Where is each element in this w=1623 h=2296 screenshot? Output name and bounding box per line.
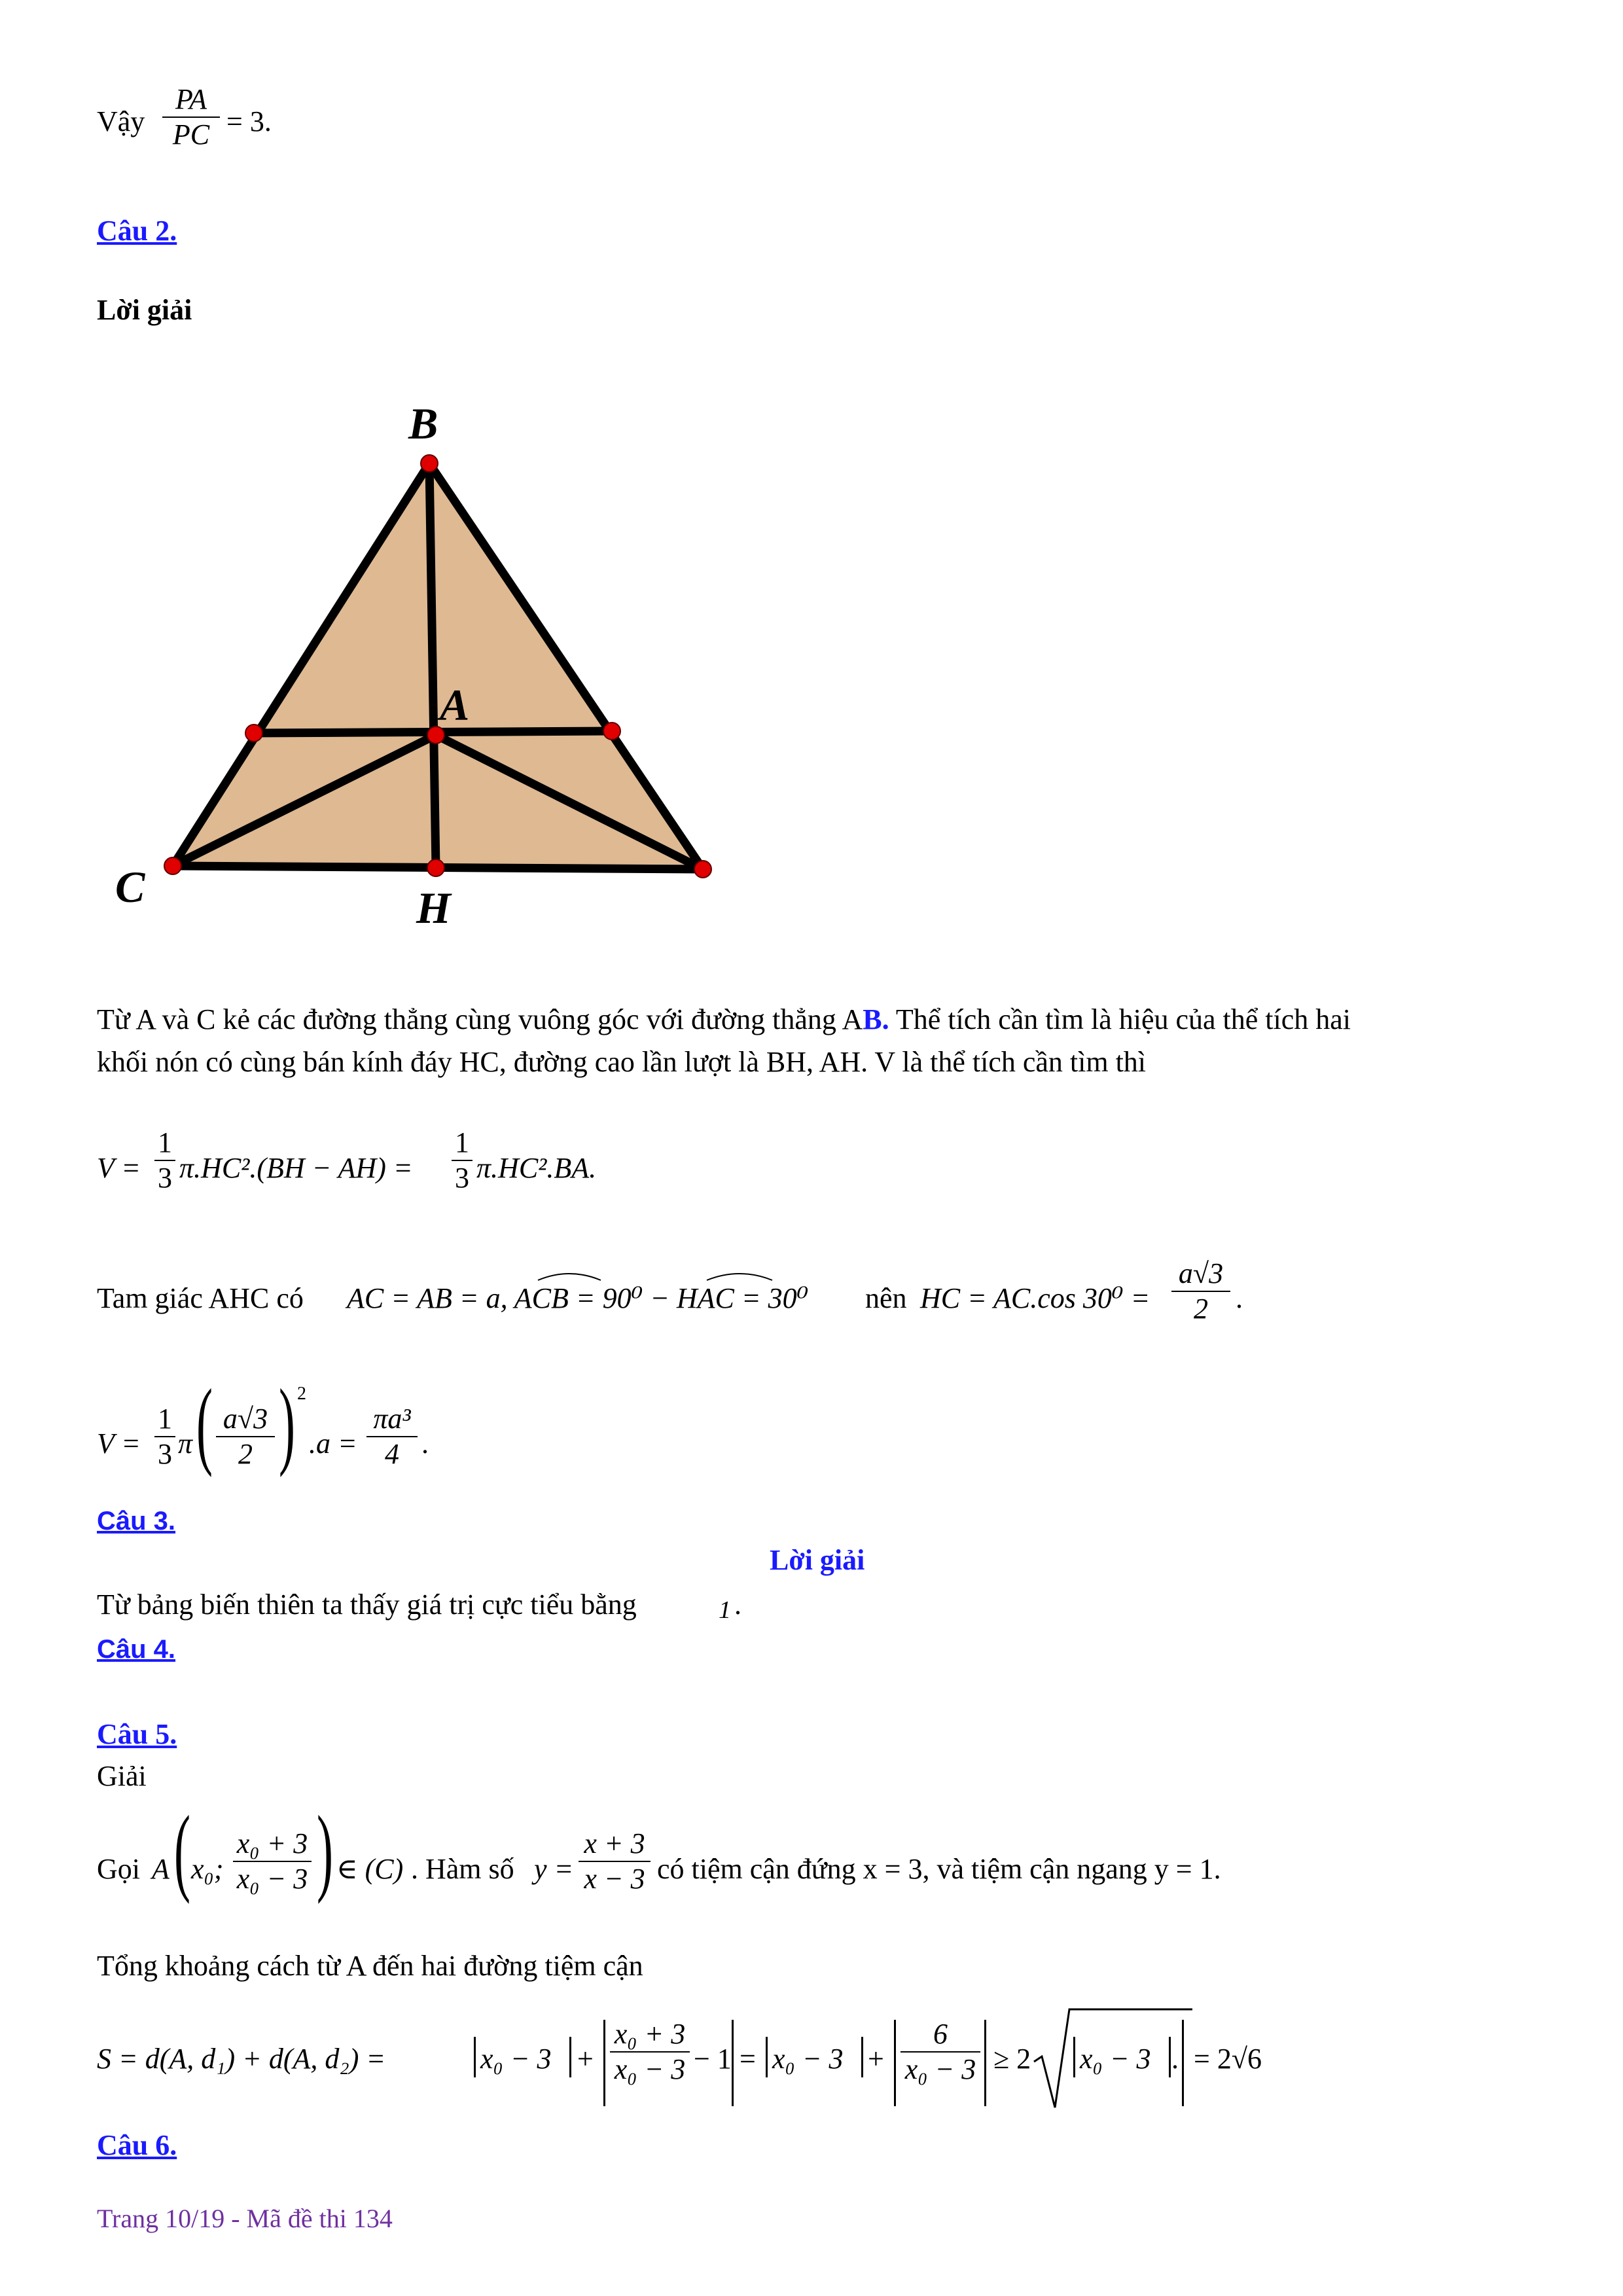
- dot: .: [1171, 2043, 1179, 2075]
- s-abs1: x₀ − 3: [480, 2043, 552, 2075]
- q3-solution-title: Lời giải: [770, 1544, 865, 1576]
- tri-text: Tam giác AHC có: [97, 1282, 304, 1314]
- frac-den: 3: [158, 1438, 172, 1471]
- frac-den: x₀ − 3: [614, 2053, 686, 2086]
- label-h: H: [416, 883, 451, 933]
- v2-pi: π: [178, 1427, 193, 1460]
- frac-num: 6: [933, 2018, 948, 2050]
- v2-end: .: [421, 1427, 429, 1460]
- eq1-mid: π.HC².(BH − AH) =: [179, 1152, 413, 1184]
- frac-den: x₀ − 3: [904, 2053, 976, 2086]
- eq1-left: V =: [97, 1152, 141, 1184]
- in-c: ∈ (C): [336, 1853, 404, 1885]
- q5-sub: Giải: [97, 1760, 147, 1792]
- tri-end: .: [1236, 1282, 1243, 1314]
- frac-num: πa³: [373, 1403, 411, 1435]
- v2-mid: .a =: [309, 1427, 357, 1460]
- abs-bar: [1182, 2020, 1184, 2106]
- label-a: A: [440, 680, 470, 730]
- v2-left: V =: [97, 1427, 141, 1460]
- page-footer: Trang 10/19 - Mã đề thi 134: [97, 2204, 393, 2233]
- q4-heading[interactable]: Câu 4.: [97, 1635, 176, 1664]
- minus-1: − 1: [694, 2043, 732, 2075]
- q5-heading[interactable]: Câu 5.: [97, 1718, 177, 1750]
- frac-num: 1: [158, 1126, 172, 1158]
- q3-text: Từ bảng biến thiên ta thấy giá trị cực tiểu bằng: [97, 1588, 637, 1621]
- frac-den: PC: [172, 118, 210, 151]
- para1-text-c: Thể tích cần tìm là hiệu của thể tích hai: [889, 1003, 1351, 1035]
- para1-text-a: Từ A và C kẻ các đường thẳng cùng vuông góc với đường thẳng A: [97, 1003, 863, 1035]
- frac-num: a√3: [223, 1403, 268, 1435]
- frac-num: PA: [175, 83, 207, 115]
- frac-num: 1: [158, 1403, 172, 1435]
- frac-num: 1: [455, 1126, 469, 1158]
- abs-bar: [1169, 2037, 1171, 2077]
- x0-label: x₀;: [191, 1853, 224, 1885]
- tri-hc: HC = AC.cos 30⁰ =: [920, 1282, 1150, 1314]
- s-abs3: x₀ − 3: [1080, 2043, 1151, 2075]
- ge-sign: ≥ 2: [993, 2043, 1031, 2075]
- v2-sq: 2: [297, 1384, 306, 1404]
- s-abs2: x₀ − 3: [772, 2043, 844, 2075]
- frac-den: x − 3: [584, 1863, 645, 1895]
- hs-text: . Hàm số: [411, 1853, 514, 1885]
- plus-1: +: [577, 2043, 594, 2075]
- frac-den: 3: [455, 1162, 469, 1194]
- frac-num: a√3: [1178, 1257, 1224, 1289]
- tri-expr: AC = AB = a, ACB = 90⁰ − HAC = 30⁰: [347, 1282, 809, 1314]
- frac-num: x + 3: [584, 1827, 645, 1859]
- q3-value: 1: [719, 1596, 731, 1624]
- eq1-right: π.HC².BA.: [476, 1152, 597, 1184]
- para1-text-b: B.: [863, 1003, 889, 1035]
- s-lhs: S = d(A, d₁) + d(A, d₂) =: [97, 2043, 386, 2075]
- intro-label: Vậy: [97, 105, 145, 137]
- frac-den: 4: [385, 1438, 399, 1471]
- label-b: B: [408, 399, 438, 448]
- plus-2: +: [868, 2043, 884, 2075]
- y-eq: y =: [534, 1853, 574, 1885]
- left-paren: (: [174, 1796, 190, 1905]
- label-c: C: [115, 862, 145, 912]
- frac-num: x₀ + 3: [236, 1827, 308, 1859]
- q2-heading[interactable]: Câu 2.: [97, 215, 177, 247]
- frac-num: x₀ + 3: [614, 2018, 686, 2050]
- tri-then: nên: [865, 1282, 907, 1314]
- left-paren: (: [196, 1369, 213, 1478]
- right-paren: ): [317, 1796, 333, 1905]
- eq-sign: =: [740, 2043, 756, 2075]
- frac-den: 2: [1194, 1293, 1208, 1325]
- q3-end: .: [734, 1588, 741, 1621]
- q2-para-line2: khối nón có cùng bán kính đáy HC, đường cao lần lượt là BH, AH. V là thể tích cần tìm thì: [97, 1046, 1147, 1078]
- intro-result: = 3.: [226, 105, 272, 137]
- sum-text: Tổng khoảng cách từ A đến hai đường tiệm cận: [97, 1950, 643, 1982]
- abs-bar: [1073, 2037, 1075, 2077]
- right-paren: ): [279, 1369, 295, 1478]
- q3-heading[interactable]: Câu 3.: [97, 1507, 176, 1535]
- q6-heading[interactable]: Câu 6.: [97, 2129, 177, 2161]
- q2-solution-title: Lời giải: [97, 294, 192, 326]
- s-result: = 2√6: [1194, 2043, 1262, 2075]
- tiem-can-text: có tiệm cận đứng x = 3, và tiệm cận ngang y = 1.: [657, 1853, 1221, 1885]
- goi-text: Gọi: [97, 1853, 140, 1885]
- point-a-label: A: [152, 1853, 169, 1885]
- frac-den: 3: [158, 1162, 172, 1194]
- frac-den: 2: [238, 1438, 253, 1471]
- frac-den: x₀ − 3: [236, 1863, 308, 1895]
